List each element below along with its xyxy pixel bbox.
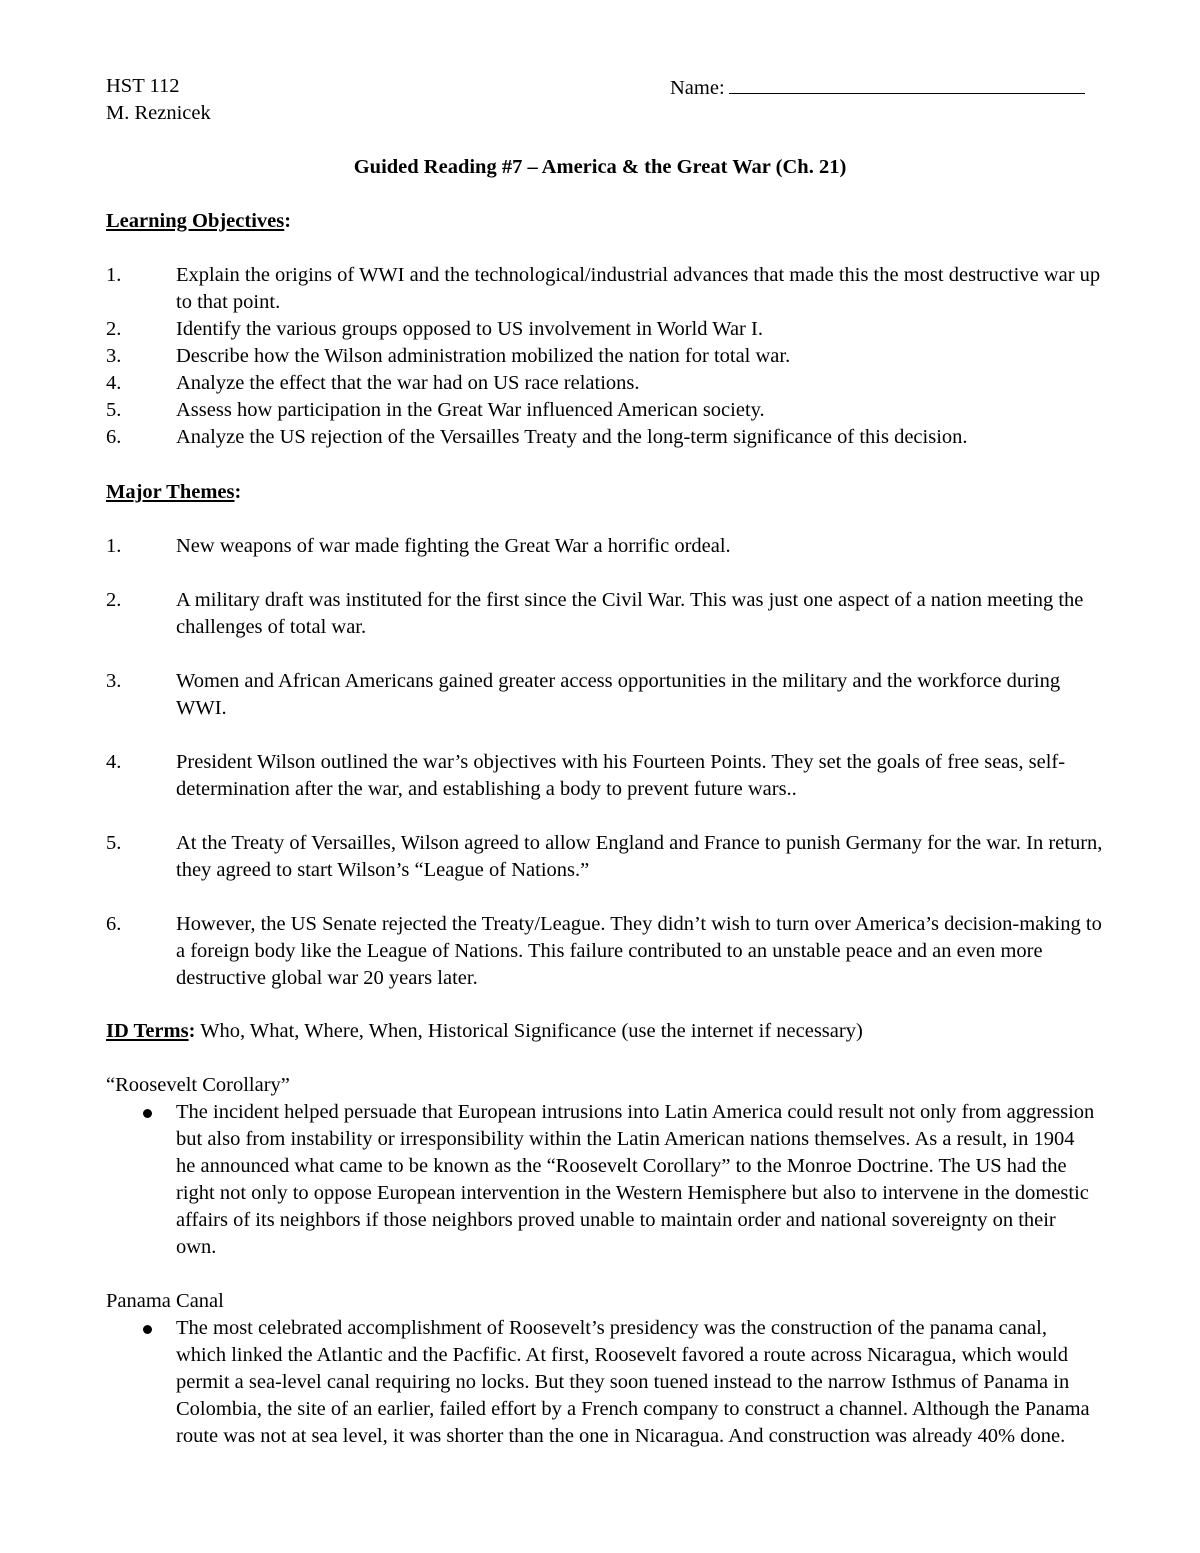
term-bullet-roosevelt-corollary: The incident helped persuade that European intrusions into Latin America could result not only from aggression but also from instability or irresponsibility within the Latin American nations themselves. As a result, in 1904 he announced what came to be known as the “Roosevelt Corollary” to the Monroe Doctrine. The US had the right not only to oppose European intervention in the Western Hemisphere but also to intervene in the domestic affairs of its neighbors if those neighbors proved unable to maintain order and national sovereignty on their own.: [176, 1099, 1096, 1261]
name-field-row: [670, 73, 1085, 102]
term-title-panama-canal: Panama Canal: [106, 1290, 224, 1312]
id-terms-heading-row: ID Terms: Who, What, Where, When, Historical Significance (use the internet if necessary): [106, 1020, 863, 1042]
list-item: 4. President Wilson outlined the war’s objectives with his Fourteen Points. They set the goals of free seas, self-determination after the war, and establishing a body to prevent future wars..: [106, 751, 1066, 800]
list-item: 2. Identify the various groups opposed to US involvement in World War I.: [106, 318, 763, 340]
major-themes-list: [106, 533, 1106, 1019]
name-label: Name:: [670, 77, 725, 99]
name-blank-line[interactable]: [729, 73, 1085, 94]
page-title: Guided Reading #7 – America & the Great War (Ch. 21): [353, 156, 847, 178]
course-code: HST 112: [106, 75, 180, 97]
learning-objectives-list: [106, 262, 1106, 451]
learning-objectives-heading: Learning Objectives:: [106, 210, 292, 232]
list-item: 6. However, the US Senate rejected the Treaty/League. They didn’t wish to turn over America’s decision-making to a foreign body like the League of Nations. This failure contributed to an unstable peace and an even more destructive global war 20 years later.: [106, 913, 1102, 989]
term-title-roosevelt-corollary: “Roosevelt Corollary”: [106, 1074, 290, 1096]
header-left: [106, 73, 211, 127]
id-terms-heading: ID Terms: [106, 1020, 189, 1042]
list-item: 5. At the Treaty of Versailles, Wilson agreed to allow England and France to punish Germany for the war. In return, they agreed to start Wilson’s “League of Nations.”: [106, 832, 1103, 881]
major-themes-heading: Major Themes:: [106, 481, 242, 503]
bullet-icon: [143, 1325, 152, 1334]
list-item: 5. Assess how participation in the Great War influenced American society.: [106, 399, 765, 421]
list-item: 3. Describe how the Wilson administration mobilized the nation for total war.: [106, 345, 791, 367]
list-item: 3. Women and African Americans gained greater access opportunities in the military and the workforce during WWI.: [106, 670, 1061, 719]
id-terms-instructions: Who, What, Where, When, Historical Significance (use the internet if necessary): [200, 1020, 863, 1042]
instructor-name: M. Reznicek: [106, 102, 211, 124]
term-bullet-panama-canal: The most celebrated accomplishment of Roosevelt’s presidency was the construction of the panama canal, which linked the Atlantic and the Pacfific. At first, Roosevelt favored a route across Nicaragua, which would permit a sea-level canal requiring no locks. But they soon tuened instead to the narrow Isthmus of Panama in Colombia, the site of an earlier, failed effort by a French company to construct a channel. Although the Panama route was not at sea level, it was shorter than the one in Nicaragua. And construction was already 40% done.: [176, 1315, 1096, 1450]
list-item: 1. Explain the origins of WWI and the technological/industrial advances that made this the most destructive war up to that point.: [106, 264, 1101, 313]
list-item: 1. New weapons of war made fighting the Great War a horrific ordeal.: [106, 535, 731, 557]
list-item: 6. Analyze the US rejection of the Versailles Treaty and the long-term significance of this decision.: [106, 426, 968, 448]
list-item: 4. Analyze the effect that the war had on US race relations.: [106, 372, 640, 394]
bullet-icon: [143, 1109, 152, 1118]
list-item: 2. A military draft was instituted for the first since the Civil War. This was just one aspect of a nation meeting the challenges of total war.: [106, 589, 1084, 638]
